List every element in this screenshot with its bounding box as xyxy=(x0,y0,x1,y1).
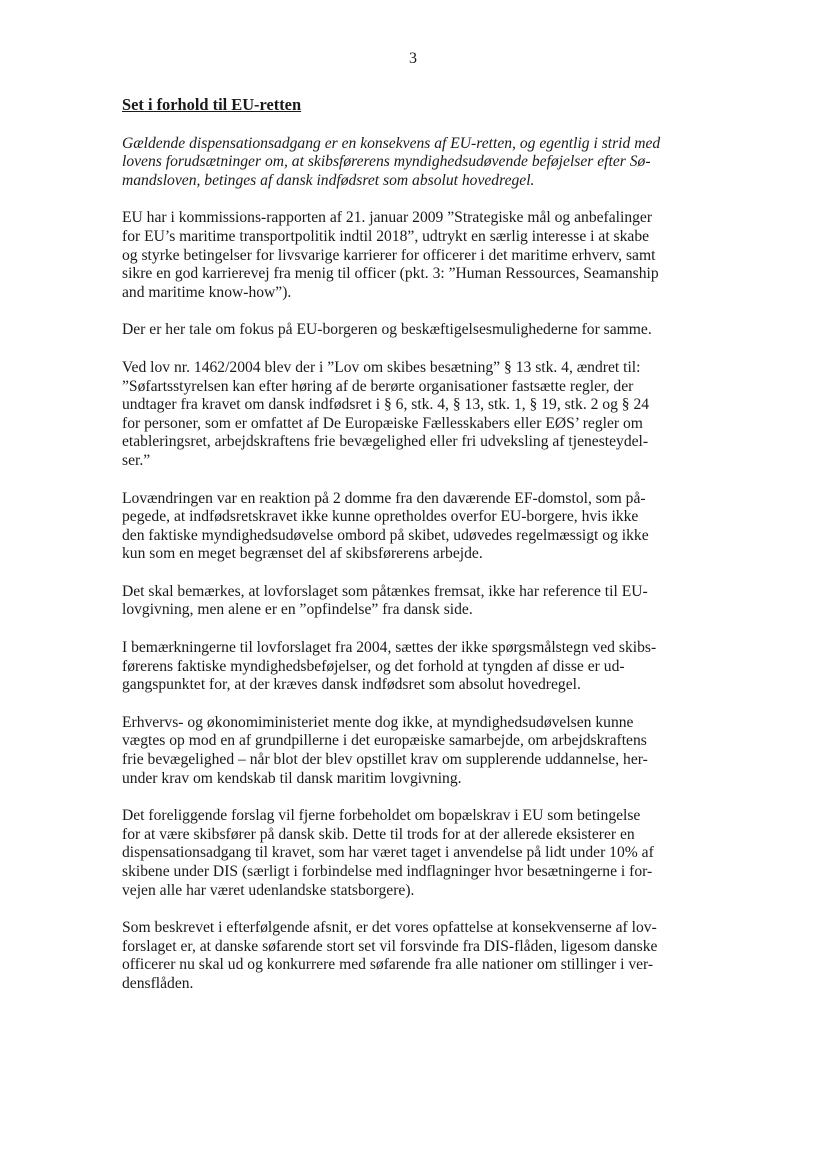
text-line: etableringsret, arbejdskraftens frie bevægelighed eller fri udveksling af tjenesteydel- xyxy=(122,433,649,451)
text-line: gangspunktet for, at der kræves dansk indfødsret som absolut hovedregel. xyxy=(122,676,581,694)
text-line: densflåden. xyxy=(122,974,194,992)
body-paragraph xyxy=(122,321,700,340)
text-line: vejen alle har været udenlandske statsborgere). xyxy=(122,881,415,899)
text-line: førerens faktiske myndighedsbeføjelser, og det forhold at tyngden af disse er ud- xyxy=(122,657,625,675)
text-line: den faktiske myndighedsudøvelse ombord på skibet, udøvedes regelmæssigt og ikke xyxy=(122,526,649,544)
text-line: undtager fra kravet om dansk indfødsret i § 6, stk. 4, § 13, stk. 1, § 19, stk. 2 og § 24 xyxy=(122,396,650,414)
text-line: officerer nu skal ud og konkurrere med søfarende fra alle nationer om stillinger i ver- xyxy=(122,956,654,974)
summary-paragraph xyxy=(122,135,700,191)
text-line: Gældende dispensationsadgang er en konsekvens af EU-retten, og egentlig i strid med xyxy=(122,134,661,152)
body-paragraph xyxy=(122,359,700,471)
body-paragraph xyxy=(122,209,700,302)
text-line: vægtes op mod en af grundpillerne i det europæiske samarbejde, om arbejdskraftens xyxy=(122,732,647,750)
text-line: Det skal bemærkes, at lovforslaget som påtænkes fremsat, ikke har reference til EU- xyxy=(122,582,648,600)
body-paragraph xyxy=(122,714,700,788)
text-line: for personer, som er omfattet af De Europæiske Fællesskabers eller EØS’ regler om xyxy=(122,414,643,432)
body-paragraph xyxy=(122,490,700,564)
text-line: dispensationsadgang til kravet, som har været taget i anvendelse på lidt under 10% af xyxy=(122,844,654,862)
text-line: EU har i kommissions-rapporten af 21. januar 2009 ”Strategiske mål og anbefalinger xyxy=(122,209,653,227)
text-line: for at være skibsfører på dansk skib. Dette til trods for at der allerede eksisterer en xyxy=(122,825,635,843)
document-body xyxy=(122,96,700,1013)
text-line: Som beskrevet i efterfølgende afsnit, er det vores opfattelse at konsekvenserne af lov- xyxy=(122,919,657,937)
body-paragraph xyxy=(122,583,700,620)
text-line: lovens forudsætninger om, at skibsførerens myndighedsudøvende beføjelser efter Sø- xyxy=(122,153,651,171)
text-line: Ved lov nr. 1462/2004 blev der i ”Lov om skibes besætning” § 13 stk. 4, ændret til: xyxy=(122,358,641,376)
text-line: Erhvervs- og økonomiministeriet mente dog ikke, at myndighedsudøvelsen kunne xyxy=(122,713,634,731)
text-line: mandsloven, betinges af dansk indfødsret som absolut hovedregel. xyxy=(122,171,535,189)
text-line: ser.” xyxy=(122,451,151,469)
text-line: kun som en meget begrænset del af skibsførerens arbejde. xyxy=(122,545,483,563)
text-line: for EU’s maritime transportpolitik indtil 2018”, udtrykt en særlig interesse i at skabe xyxy=(122,227,650,245)
text-line: skibene under DIS (særligt i forbindelse med indflagninger hvor besætningerne i for- xyxy=(122,863,653,880)
text-line: pegede, at indfødsretskravet ikke kunne opretholdes overfor EU-borgere, hvis ikke xyxy=(122,508,639,526)
text-line: Lovændringen var en reaktion på 2 domme fra den daværende EF-domstol, som på- xyxy=(122,489,646,507)
body-paragraph xyxy=(122,919,700,993)
text-line: under krav om kendskab til dansk maritim lovgivning. xyxy=(122,769,462,787)
section-heading: Set i forhold til EU-retten xyxy=(122,95,302,114)
body-paragraph xyxy=(122,807,700,900)
text-line: I bemærkningerne til lovforslaget fra 2004, sættes der ikke spørgsmålstegn ved skibs- xyxy=(122,639,657,657)
body-paragraph xyxy=(122,639,700,695)
text-line: forslaget er, at danske søfarende stort set vil forsvinde fra DIS-flåden, ligesom danske xyxy=(122,937,658,955)
text-line: ”Søfartsstyrelsen kan efter høring af de berørte organisationer fastsætte regler, der xyxy=(122,377,634,395)
text-line: and maritime know-how”). xyxy=(122,283,292,301)
page-number: 3 xyxy=(409,50,417,67)
text-line: Der er her tale om fokus på EU-borgeren og beskæftigelsesmulighederne for samme. xyxy=(122,321,652,339)
text-line: Det foreliggende forslag vil fjerne forbeholdet om bopælskrav i EU som betingelse xyxy=(122,807,641,825)
text-line: sikre en god karrierevej fra menig til officer (pkt. 3: ”Human Ressources, Seamanship xyxy=(122,265,659,283)
text-line: frie bevægelighed – når blot der blev opstillet krav om supplerende uddannelse, her- xyxy=(122,751,648,769)
text-line: lovgivning, men alene er en ”opfindelse” fra dansk side. xyxy=(122,601,473,619)
text-line: og styrke betingelser for livsvarige karrierer for officerer i det maritime erhverv, samt xyxy=(122,246,656,264)
